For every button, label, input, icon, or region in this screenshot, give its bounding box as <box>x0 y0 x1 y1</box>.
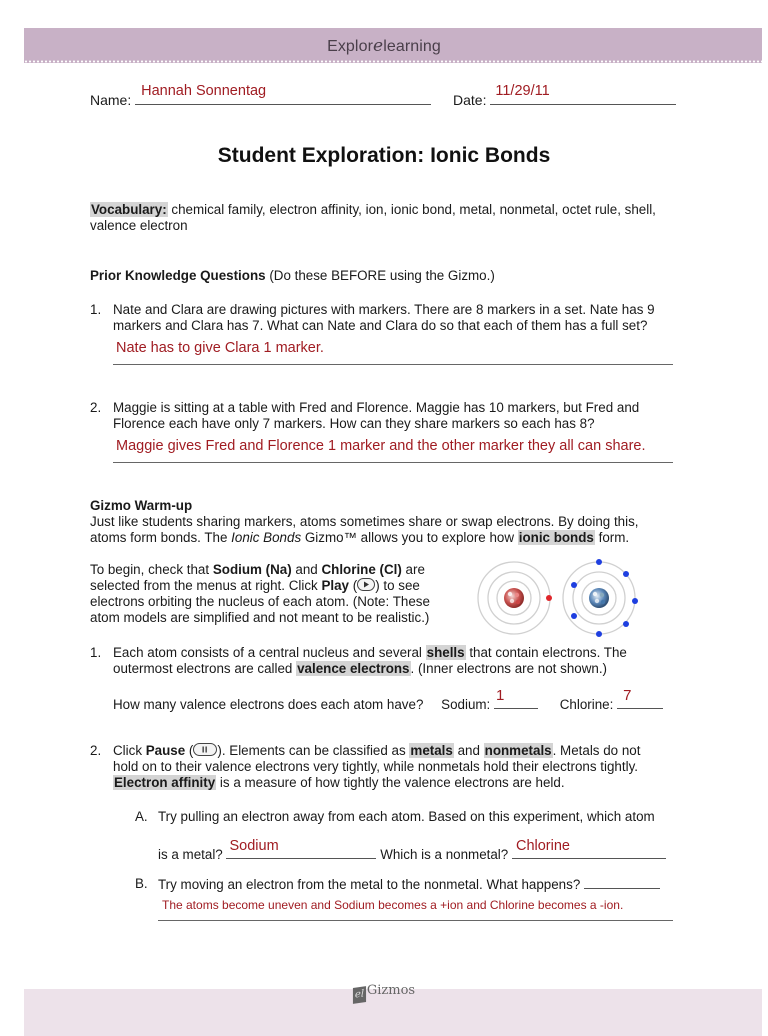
instruction-text: are <box>401 562 425 577</box>
question-text: outermost electrons are called <box>113 661 297 676</box>
part-b-answer-line[interactable] <box>158 920 673 921</box>
name-label: Name: <box>90 92 132 108</box>
warmup-question-2 <box>113 743 703 791</box>
question-text: ( <box>185 743 194 758</box>
pause-icon <box>193 743 217 756</box>
instruction-text: electrons orbiting the nucleus of each atom. (Note: These <box>90 594 430 609</box>
sodium-bold: Sodium (Na) <box>212 562 292 577</box>
warmup-intro-text: form. <box>594 530 630 545</box>
question-text: is a measure of how tightly the valence electrons are held. <box>216 775 565 790</box>
begin-instructions <box>90 562 450 626</box>
sodium-answer-field[interactable] <box>494 687 538 709</box>
warmup-question-1 <box>113 645 693 677</box>
vocab-highlight: ionic bonds <box>518 530 594 545</box>
question-text: markers and Clara has 7. What can Nate and Clara do so that each of them has a full set? <box>113 318 648 333</box>
question-text: Each atom consists of a central nucleus and several <box>113 645 426 660</box>
prior-knowledge-heading <box>90 268 495 283</box>
logo-swirl-icon: e <box>373 36 384 56</box>
question-text: that contain electrons. The <box>465 645 627 660</box>
sodium-answer: 1 <box>496 687 505 704</box>
question-number: 1. <box>90 645 102 660</box>
question-text: . (Inner electrons are not shown.) <box>410 661 608 676</box>
nonmetal-label: Which is a nonmetal? <box>380 847 509 862</box>
question-number: 1. <box>90 302 102 317</box>
chlorine-answer-field[interactable] <box>617 687 663 709</box>
sodium-atom-icon <box>478 562 552 634</box>
prior-knowledge-title: Prior Knowledge Questions <box>90 268 266 283</box>
question-number: 2. <box>90 400 102 415</box>
gizmo-name: Ionic Bonds <box>231 530 302 545</box>
vocab-highlight: shells <box>426 645 465 660</box>
vocab-highlight: metals <box>410 743 453 758</box>
date-field-row <box>453 83 676 108</box>
pk-answer-line-2[interactable] <box>113 462 673 463</box>
gizmos-logo-icon: el <box>353 986 366 1004</box>
part-a-question: Try pulling an electron away from each atom. Based on this experiment, which atom <box>158 809 655 824</box>
pk-question-2 <box>113 400 693 432</box>
question-text: . Metals do not <box>552 743 641 758</box>
explorelearning-logo <box>0 36 768 56</box>
question-text: Click <box>113 743 146 758</box>
part-b-answer: The atoms become uneven and Sodium becomes a +ion and Chlorine becomes a -ion. <box>162 898 624 912</box>
prior-knowledge-note: (Do these BEFORE using the Gizmo.) <box>265 268 495 283</box>
warmup-intro-text: Gizmo™ allows you to explore how <box>301 530 518 545</box>
question-text: Maggie is sitting at a table with Fred and Florence. Maggie has 10 markers, but Fred and <box>113 400 640 415</box>
warmup-intro-text: atoms form bonds. The <box>90 530 232 545</box>
instruction-text: atom models are simplified and not meant to be realistic.) <box>90 610 430 625</box>
date-value: 11/29/11 <box>495 83 550 99</box>
pk-answer-2: Maggie gives Fred and Florence 1 marker and the other marker they all can share. <box>116 438 646 454</box>
play-icon <box>357 578 375 591</box>
name-field[interactable] <box>135 83 431 105</box>
warmup-heading: Gizmo Warm-up <box>90 498 193 513</box>
metal-answer-field[interactable] <box>226 838 376 859</box>
question-text: hold on to their valence electrons very tightly, while nonmetals hold their electrons tightly. <box>113 759 638 774</box>
sodium-label: Sodium: <box>441 697 491 712</box>
chlorine-bold: Chlorine (Cl) <box>321 562 402 577</box>
gizmos-logo-text: Gizmos <box>366 983 416 998</box>
chlorine-atom-icon <box>563 559 638 637</box>
vocab-highlight: valence electrons <box>297 661 410 676</box>
logo-text-suffix: learning <box>383 38 441 55</box>
pause-label: Pause <box>145 743 186 758</box>
part-a-answer-row <box>158 838 698 862</box>
name-value: Hannah Sonnentag <box>141 83 267 99</box>
vocab-highlight: nonmetals <box>484 743 552 758</box>
pk-answer-1: Nate has to give Clara 1 marker. <box>116 340 324 356</box>
instruction-text: selected from the menus at right. Click <box>90 578 322 593</box>
question-number: 2. <box>90 743 102 758</box>
valence-prompt: How many valence electrons does each atom have? <box>113 697 424 712</box>
instruction-text: ) to see <box>375 578 420 593</box>
gizmos-logo <box>0 983 768 1003</box>
metal-label: is a metal? <box>158 847 223 862</box>
date-label: Date: <box>453 92 487 108</box>
instruction-text: ( <box>349 578 358 593</box>
part-b-inline-blank[interactable] <box>584 876 660 889</box>
question-text: and <box>453 743 484 758</box>
part-letter: A. <box>135 809 148 824</box>
play-label: Play <box>321 578 349 593</box>
question-text: ). Elements can be classified as <box>217 743 410 758</box>
atom-models-figure <box>462 548 662 648</box>
pk-question-1 <box>113 302 693 334</box>
instruction-text: and <box>291 562 322 577</box>
warmup-intro <box>90 498 690 546</box>
vocabulary-terms-line2: valence electron <box>90 218 188 233</box>
valence-question-row <box>113 687 693 712</box>
chlorine-answer: 7 <box>623 687 632 704</box>
vocabulary-section <box>90 202 690 234</box>
part-b-question-row <box>158 876 698 892</box>
warmup-intro-text: Just like students sharing markers, atoms sometimes share or swap electrons. By doing this, <box>90 514 639 529</box>
nonmetal-answer-field[interactable] <box>512 838 666 859</box>
vocabulary-terms: chemical family, electron affinity, ion, ionic bond, metal, nonmetal, octet rule, shell, <box>167 202 656 217</box>
nonmetal-answer: Chlorine <box>515 838 570 854</box>
question-text: Nate and Clara are drawing pictures with markers. There are 8 markers in a set. Nate has 9 <box>113 302 655 317</box>
part-letter: B. <box>135 876 148 891</box>
part-b-question: Try moving an electron from the metal to the nonmetal. What happens? <box>158 877 581 892</box>
metal-answer: Sodium <box>229 838 279 854</box>
header-dotted-border <box>24 60 762 63</box>
instruction-text: To begin, check that <box>90 562 213 577</box>
name-field-row <box>90 83 431 108</box>
vocab-highlight: Electron affinity <box>114 775 216 790</box>
chlorine-label: Chlorine: <box>559 697 614 712</box>
logo-text-prefix: Explor <box>327 38 374 55</box>
pk-answer-line-1[interactable] <box>113 364 673 365</box>
question-text: Florence each have only 7 markers. How can they share markers so each has 8? <box>113 416 595 431</box>
page-title: Student Exploration: Ionic Bonds <box>217 144 551 167</box>
vocabulary-label: Vocabulary: <box>91 202 167 217</box>
date-field[interactable] <box>490 83 676 105</box>
